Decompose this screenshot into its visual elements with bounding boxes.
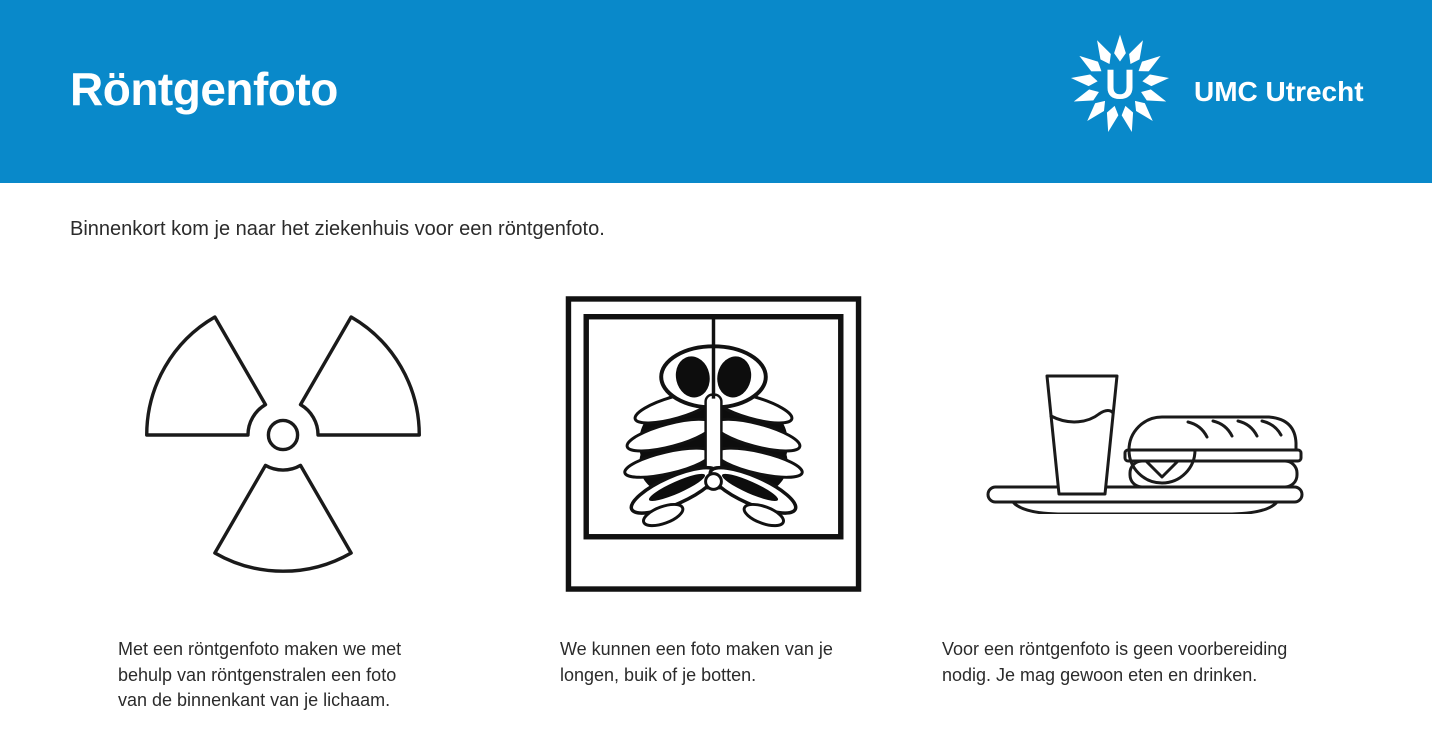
radiation-trefoil-icon [137, 289, 429, 581]
drink-glass [1047, 376, 1117, 494]
caption-line: Met een röntgenfoto maken we met [118, 639, 402, 659]
sandwich-filling-band [1125, 450, 1301, 461]
trefoil-blade-top-right [301, 317, 420, 435]
tray-lip [988, 487, 1302, 502]
trefoil-blades [147, 317, 420, 571]
tray-dish [1013, 502, 1277, 514]
logo-wordmark: UMC Utrecht [1194, 76, 1364, 107]
tray-group [988, 376, 1302, 514]
trefoil-blade-top-left [147, 317, 266, 435]
intro-text: Binnenkort kom je naar het ziekenhuis voor een röntgenfoto. [70, 218, 605, 240]
glass-body [1047, 376, 1117, 494]
logo-letter: U [1104, 60, 1136, 108]
caption-line: longen, buik of je botten. [560, 664, 757, 685]
caption-line: Voor een röntgenfoto is geen voorbereiding [942, 639, 1288, 659]
caption-xray [560, 637, 920, 688]
caption-line: nodig. Je mag gewoon eten en drinken. [942, 664, 1258, 685]
umc-utrecht-logo [1068, 32, 1368, 152]
meal-tray-icon [985, 364, 1305, 514]
caption-food [942, 637, 1372, 688]
trefoil-center-circle [268, 420, 297, 449]
caption-line: We kunnen een foto maken van je [560, 639, 833, 659]
header-band [0, 0, 1432, 183]
caption-radiation [118, 637, 498, 714]
umc-sunburst-icon [1068, 32, 1172, 136]
sandwich [1125, 417, 1301, 487]
caption-line: van de binnenkant van je lichaam. [118, 690, 391, 710]
xiphoid-bump [706, 474, 722, 490]
caption-line: behulp van röntgenstralen een foto [118, 664, 397, 685]
trefoil-blade-bottom [215, 465, 351, 571]
page-title: Röntgenfoto [70, 63, 338, 115]
xray-photo-icon [565, 296, 862, 592]
